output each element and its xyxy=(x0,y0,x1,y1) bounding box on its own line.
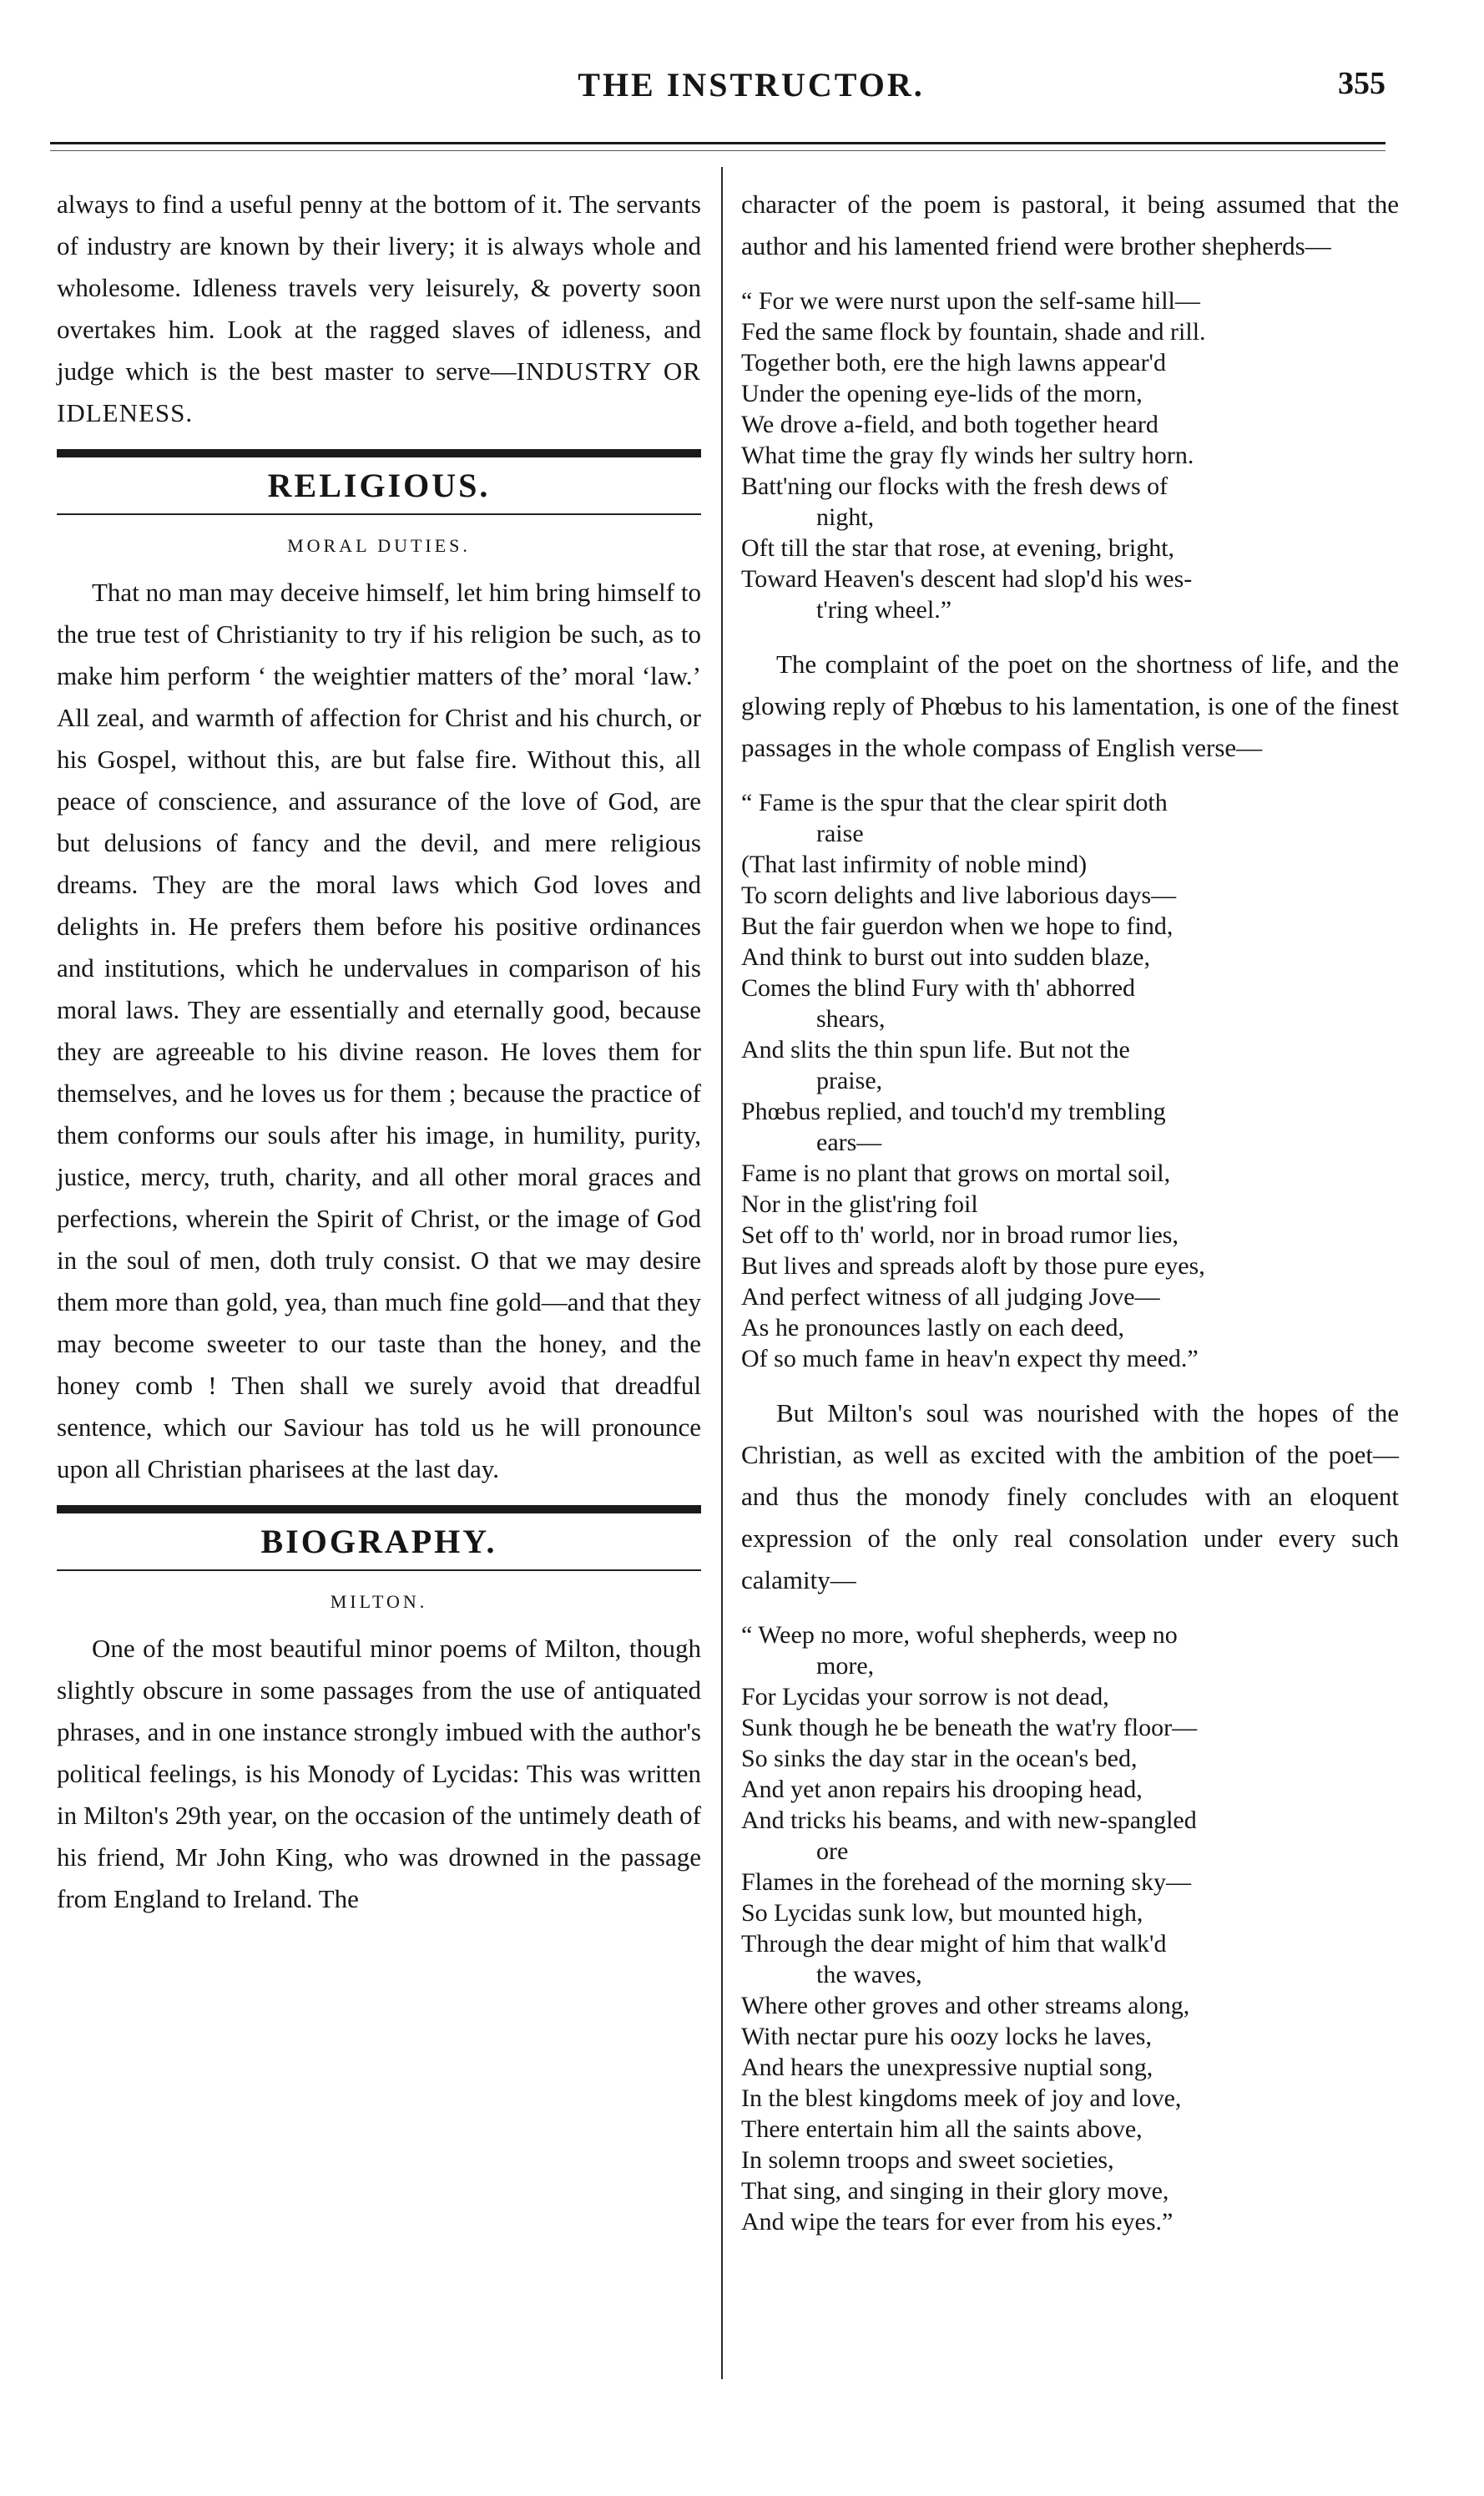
poem-line: “ For we were nurst upon the self-same hill— xyxy=(741,287,1200,315)
poem-line: Where other groves and other streams along, xyxy=(741,1992,1190,2019)
poem-line: There entertain him all the saints above, xyxy=(741,2115,1143,2143)
poem-line: Under the opening eye-lids of the morn, xyxy=(741,380,1143,407)
milton-subheading: MILTON. xyxy=(330,1591,428,1612)
poem-line: For Lycidas your sorrow is not dead, xyxy=(741,1683,1109,1710)
poem-line: ore xyxy=(816,1837,849,1865)
poem-line: the waves, xyxy=(816,1961,922,1988)
biography-heading: BIOGRAPHY. xyxy=(260,1523,497,1560)
milton-paragraph: One of the most beautiful minor poems of Milton, though slightly obscure in some passages from the use of antiquated phrases, and in one instance strongly imbued with the author's political feelings, is his Monody of Lycidas: This was written in Milton's 29th year, on the occasion of the untimely death of his friend, Mr John King, who was drowned in the passage from England to Ireland. The xyxy=(57,1634,701,1913)
poem-line: shears, xyxy=(816,1005,886,1033)
poem-line: With nectar pure his oozy locks he laves, xyxy=(741,2023,1152,2050)
poem-line: And slits the thin spun life. But not the xyxy=(741,1036,1130,1064)
continued-paragraph xyxy=(57,184,701,434)
poem-line: “ Weep no more, woful shepherds, weep no xyxy=(741,1621,1178,1649)
heading-rule xyxy=(57,513,701,515)
left-column xyxy=(57,184,701,1920)
poem-line: Fed the same flock by fountain, shade and rill. xyxy=(741,318,1206,346)
poem-line: Batt'ning our flocks with the fresh dews of xyxy=(741,472,1169,500)
poem-quote-3 xyxy=(741,1619,1399,2237)
poem-line: Together both, ere the high lawns appear'd xyxy=(741,349,1166,376)
poem-line: We drove a-field, and both together heard xyxy=(741,411,1158,438)
poem-line: What time the gray fly winds her sultry horn. xyxy=(741,442,1194,469)
running-title: THE INSTRUCTOR. xyxy=(578,66,925,104)
poem-line: Of so much fame in heav'n expect thy meed.” xyxy=(741,1345,1199,1372)
poem-line: Fame is no plant that grows on mortal soil, xyxy=(741,1160,1171,1187)
poem-quote-1 xyxy=(741,285,1399,625)
poem-line: Flames in the forehead of the morning sky— xyxy=(741,1868,1192,1896)
moral-duties-subheading: MORAL DUTIES. xyxy=(287,535,471,556)
header-rule-thin xyxy=(50,150,1386,151)
complaint-paragraph: The complaint of the poet on the shortness of life, and the glowing reply of Phœbus to his lamentation, is one of the finest passages in the whole compass of English verse— xyxy=(741,649,1399,762)
poem-line: night, xyxy=(816,503,875,531)
poem-line: raise xyxy=(816,820,864,847)
poem-line: To scorn delights and live laborious days— xyxy=(741,882,1177,909)
right-column xyxy=(741,184,1399,2256)
poem-line: And hears the unexpressive nuptial song, xyxy=(741,2054,1153,2081)
column-divider xyxy=(721,167,723,2379)
article-signature: INDUSTRY OR IDLENESS. xyxy=(57,356,701,427)
poem-line: So Lycidas sunk low, but mounted high, xyxy=(741,1899,1143,1927)
poem-line: As he pronounces lastly on each deed, xyxy=(741,1314,1125,1341)
moral-duties-paragraph: That no man may deceive himself, let him bring himself to the true test of Christianity to try if his religion be such, as to make him perform ‘ the weightier matters of the’ moral ‘law.’ All zeal, and warmth of affection for Christ and his church, or his Gospel, without this, are but false fire. Without this, all peace of conscience, and assurance of the love of God, are but delusions of fancy and the devil, and mere religious dreams. They are the moral laws which God loves and delights in. He prefers them before his positive ordinances and institutions, which he undervalues in comparison of his moral laws. They are essentially and eternally good, because they are agreeable to his divine reason. He loves them for themselves, and he loves us for them ; because the practice of them conforms our souls after his image, in humility, purity, justice, mercy, truth, charity, and all other moral graces and perfections, wherein the Spirit of Christ, or the image of God in the soul of men, doth truly consist. O that we may desire them more than gold, yea, than much fine gold—and that they may become sweeter to our taste than the honey, and the honey comb ! Then shall we surely avoid that dreadful sentence, which our Saviour has told us he will pronounce upon all Christian pharisees at the last day. xyxy=(57,578,701,1483)
religious-heading: RELIGIOUS. xyxy=(267,467,491,504)
poem-line: (That last infirmity of noble mind) xyxy=(741,851,1088,878)
pastoral-paragraph: character of the poem is pastoral, it being assumed that the author and his lamented friend were brother shepherds— xyxy=(741,189,1399,260)
page-number: 355 xyxy=(1338,66,1386,101)
poem-line: “ Fame is the spur that the clear spirit doth xyxy=(741,789,1168,816)
poem-line: But lives and spreads aloft by those pure eyes, xyxy=(741,1252,1205,1280)
poem-line: Toward Heaven's descent had slop'd his wes- xyxy=(741,565,1193,593)
poem-line: more, xyxy=(816,1652,875,1680)
continued-paragraph-text: always to find a useful penny at the bottom of it. The servants of industry are known by their livery; it is always whole and wholesome. Idleness travels very leisurely, & poverty soon overtakes him. Look at the ragged slaves of idleness, and judge which is the best master to serve— xyxy=(57,189,701,386)
poem-quote-2 xyxy=(741,787,1399,1374)
heading-rule xyxy=(57,1569,701,1571)
poem-line: Through the dear might of him that walk'd xyxy=(741,1930,1167,1958)
poem-line: ears— xyxy=(816,1129,882,1156)
poem-line: And tricks his beams, and with new-spangled xyxy=(741,1806,1197,1834)
section-rule xyxy=(57,449,701,457)
poem-line: Phœbus replied, and touch'd my trembling xyxy=(741,1098,1166,1125)
poem-line: Nor in the glist'ring foil xyxy=(741,1190,978,1218)
page-header xyxy=(50,65,1386,124)
poem-line: But the fair guerdon when we hope to find, xyxy=(741,912,1174,940)
poem-line: In the blest kingdoms meek of joy and love, xyxy=(741,2084,1182,2112)
poem-line: Comes the blind Fury with th' abhorred xyxy=(741,974,1136,1002)
section-rule xyxy=(57,1505,701,1513)
poem-line: t'ring wheel.” xyxy=(816,596,952,624)
consolation-paragraph: But Milton's soul was nourished with the hopes of the Christian, as well as excited with the ambition of the poet—and thus the monody finely concludes with an eloquent expression of the only real consolation under every such calamity— xyxy=(741,1398,1399,1594)
poem-line: Sunk though he be beneath the wat'ry floor— xyxy=(741,1714,1198,1741)
poem-line: And wipe the tears for ever from his eyes.” xyxy=(741,2208,1174,2236)
header-rule xyxy=(50,142,1386,144)
poem-line: Oft till the star that rose, at evening, bright, xyxy=(741,534,1175,562)
poem-line: And perfect witness of all judging Jove— xyxy=(741,1283,1160,1311)
poem-line: praise, xyxy=(816,1067,883,1094)
poem-line: Set off to th' world, nor in broad rumor lies, xyxy=(741,1221,1179,1249)
poem-line: That sing, and singing in their glory move, xyxy=(741,2177,1169,2205)
poem-line: And think to burst out into sudden blaze, xyxy=(741,943,1150,971)
poem-line: And yet anon repairs his drooping head, xyxy=(741,1776,1143,1803)
poem-line: In solemn troops and sweet societies, xyxy=(741,2146,1114,2174)
poem-line: So sinks the day star in the ocean's bed, xyxy=(741,1745,1138,1772)
